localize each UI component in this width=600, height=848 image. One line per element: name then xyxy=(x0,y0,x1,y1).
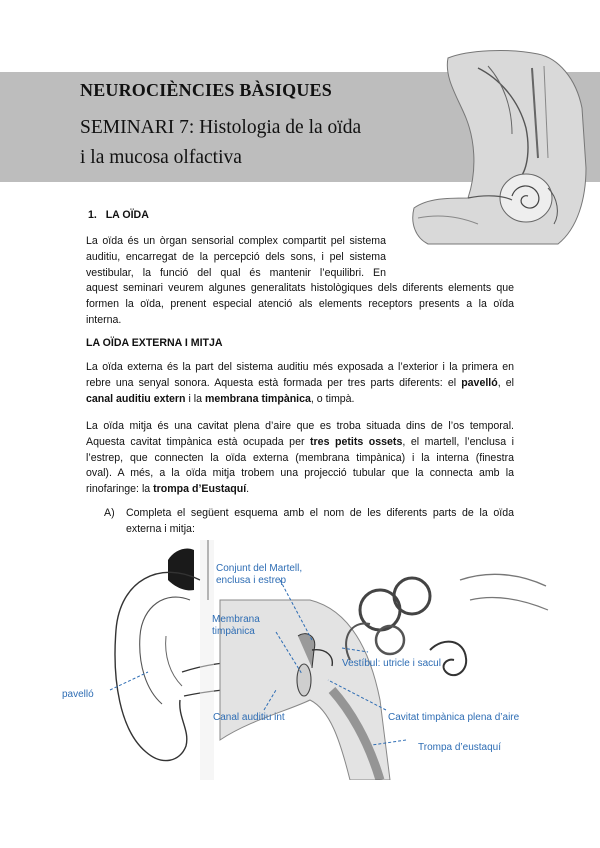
head-section-illustration xyxy=(408,48,588,248)
subsection-title: LA OÏDA EXTERNA I MITJA xyxy=(86,337,223,349)
section-title: LA OÏDA xyxy=(105,209,149,221)
term-pavello: pavelló xyxy=(461,376,498,389)
section-number: 1. xyxy=(88,209,97,221)
intro-line: La oïda és un òrgan sensorial complex compartit pel sistema xyxy=(86,235,386,247)
section-heading xyxy=(88,209,149,221)
paragraph-line xyxy=(86,482,514,498)
label-membrane xyxy=(212,614,260,638)
term-ossets: tres petits ossets xyxy=(310,435,403,448)
intro-line: auditiu, encarregat de la percepció dels sons, i pel sistema xyxy=(86,250,386,263)
term-canal: canal auditiu extern xyxy=(86,392,186,405)
paragraph-line: La oïda externa és la part del sistema auditiu més exposada a l’exterior i la primera en xyxy=(86,361,514,373)
paragraph-middle-ear xyxy=(86,419,514,498)
paragraph-line xyxy=(86,376,514,392)
question-a xyxy=(104,506,514,538)
intro-paragraph xyxy=(86,234,514,329)
label-eustachian-tube: Trompa d’eustaquí xyxy=(418,742,502,753)
label-membrane-line1: Membrana xyxy=(212,614,260,625)
label-tympanic-cavity: Cavitat timpànica plena d’aire xyxy=(388,712,520,723)
text-run: , el martell, l’enclusa i xyxy=(402,435,514,448)
text-run: rinofaringe: la xyxy=(86,483,154,496)
label-ossicles xyxy=(216,563,302,587)
text-run: , el xyxy=(497,376,514,389)
paragraph-line: La oïda mitja és una cavitat plena d’aire que es troba situada dins de l’os temporal. xyxy=(86,420,514,432)
label-ossicles-line2: enclusa i estrep xyxy=(216,575,287,586)
text-run: i la xyxy=(185,392,205,405)
text-run: rebre una senyal sonora. Aquesta està formada per tres parts diferents: el xyxy=(86,376,462,389)
intro-line: interna. xyxy=(86,313,122,326)
paragraph-outer-ear xyxy=(86,360,514,407)
seminar-title-line1: SEMINARI 7: Histologia de la oïda xyxy=(80,117,362,138)
paragraph-line xyxy=(86,435,514,451)
label-ear-canal: Canal auditiu int xyxy=(213,712,285,723)
intro-line: aquest seminari veurem algunes generalitats histològiques dels diferents elements que xyxy=(86,282,514,295)
intro-line: formen la oïda, prenent especial atenció als elements receptors presents a la oïda xyxy=(86,298,514,311)
text-run: . xyxy=(246,483,250,496)
label-vestibule: Vestíbul: utricle i sacul xyxy=(342,658,441,669)
course-title: NEUROCIÈNCIES BÀSIQUES xyxy=(80,80,332,100)
question-text: Completa el següent esquema amb el nom de les diferents parts de la oïda externa i mitja: xyxy=(126,507,514,535)
intro-line: vestibular, la funció del qual és mantenir l’equilibri. En xyxy=(86,266,386,279)
label-membrane-line2: timpànica xyxy=(212,626,255,637)
term-trompa: trompa d’Eustaquí xyxy=(153,483,247,496)
paragraph-line: l’estrep, que connecten la oïda externa (membrana timpànica) i la interna (finestra xyxy=(86,451,514,464)
paragraph-line xyxy=(86,392,514,408)
seminar-title-line2: i la mucosa olfactiva xyxy=(80,147,242,168)
text-run: , o timpà. xyxy=(310,392,355,405)
paragraph-line: oval). A més, a la oïda mitja trobem una projecció tubular que la connecta amb la xyxy=(86,467,514,480)
seminar-title xyxy=(80,113,410,173)
label-pinna: pavelló xyxy=(62,689,94,700)
question-label: A) xyxy=(104,507,115,519)
text-run: Aquesta cavitat timpànica està ocupada per xyxy=(86,435,311,448)
term-membrana: membrana timpànica xyxy=(204,392,311,405)
label-ossicles-line1: Conjunt del Martell, xyxy=(216,563,303,574)
